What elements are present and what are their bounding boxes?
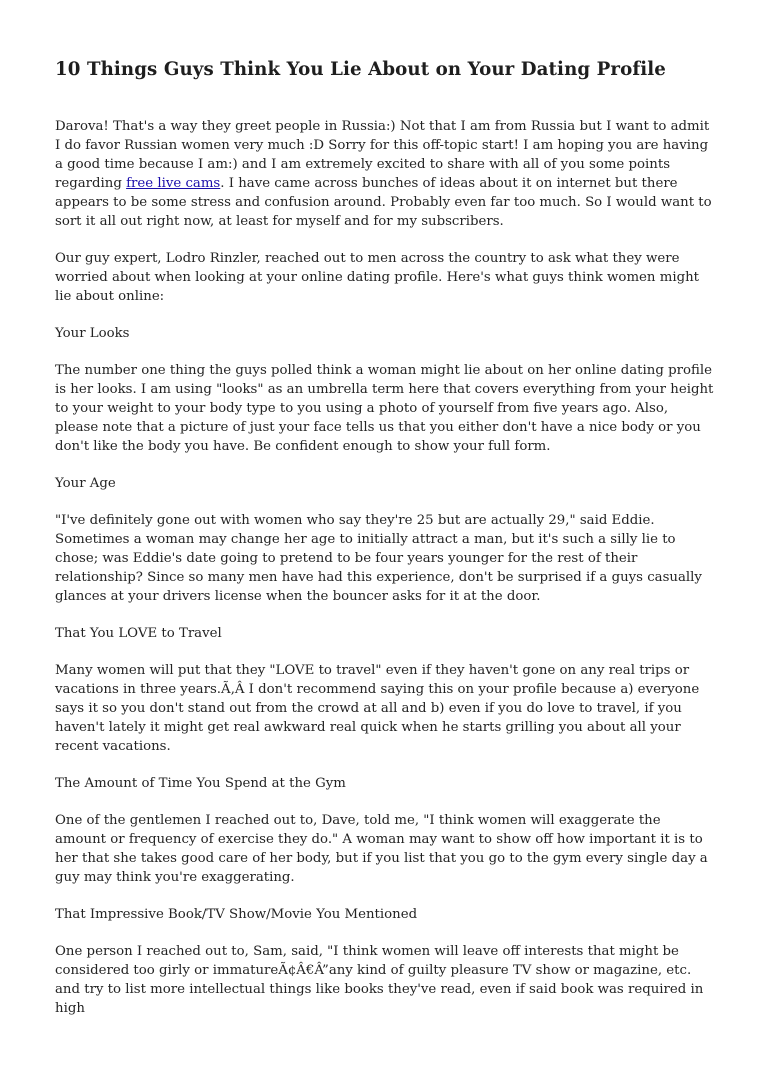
intro-text-end: . I have came across bunches of ideas about it on internet but there appears to be some stress and confusion around. Probably even far too much. So I would want to sort it all out right now, at least for myself and for my subscribers. [55, 175, 712, 229]
section-body-gym: One of the gentlemen I reached out to, Dave, told me, "I think women will exaggerate the amount or frequency of exercise they do." A woman may want to show off how important it is to her that she takes good care of her body, but if you list that you go to the gym every single day a guy may think you're exaggerating. [55, 812, 708, 885]
section-heading-looks: Your Looks [55, 325, 130, 341]
section-heading-age: Your Age [55, 475, 116, 491]
section-body-looks: The number one thing the guys polled think a woman might lie about on her online dating profile is her looks. I am using "looks" as an umbrella term here that covers everything from your height to your weight to your body type to you using a photo of yourself from five years ago. Also, please note that a picture of just your face tells us that you either don't have a nice body or you don't like the body you have. Be confident enough to show your full form. [55, 362, 714, 454]
intro-paragraph [55, 117, 715, 231]
section-heading-book-tv-movie: That Impressive Book/TV Show/Movie You Mentioned [55, 906, 418, 922]
section-body-age: "I've definitely gone out with women who say they're 25 but are actually 29," said Eddie. Sometimes a woman may change her age to initially attract a man, but it's such a silly lie to chose; was Eddie's date going to pretend to be four years younger for the rest of their relationship? Since so many men have had this experience, don't be surprised if a guys casually glances at your drivers license when the bouncer asks for it at the door. [55, 512, 702, 604]
expert-paragraph: Our guy expert, Lodro Rinzler, reached out to men across the country to ask what they were worried about when looking at your online dating profile. Here's what guys think women might lie about online: [55, 250, 699, 304]
section-heading-gym: The Amount of Time You Spend at the Gym [55, 775, 346, 791]
section-body-travel: Many women will put that they "LOVE to travel" even if they haven't gone on any real trips or vacations in three years.Ã‚Â I don't recommend saying this on your profile because a) everyone says it so you don't stand out from the crowd at all and b) even if you do love to travel, if you haven't lately it might get real awkward real quick when he starts grilling you about all your recent vacations. [55, 662, 700, 754]
free-live-cams-link[interactable]: free live cams [126, 175, 221, 191]
section-body-book-tv-movie: One person I reached out to, Sam, said, "I think women will leave off interests that might be considered too girly or immatureÃ¢Â€Â”any kind of guilty pleasure TV show or magazine, etc. and try to list more intellectual things like books they've read, even if said book was required in high [55, 943, 704, 1016]
section-heading-travel: That You LOVE to Travel [55, 625, 222, 641]
intro-text-start: Darova! That's a way they greet people in Russia:) Not that I am from Russia but I want to admit I do favor Russian women very much :D Sorry for this off-topic start! I am hoping you are having a good time because I am:) and I am extremely excited to share with all of you some points regarding [55, 118, 710, 191]
document-page [55, 58, 715, 1036]
document-title: 10 Things Guys Think You Lie About on Your Dating Profile [55, 59, 666, 80]
